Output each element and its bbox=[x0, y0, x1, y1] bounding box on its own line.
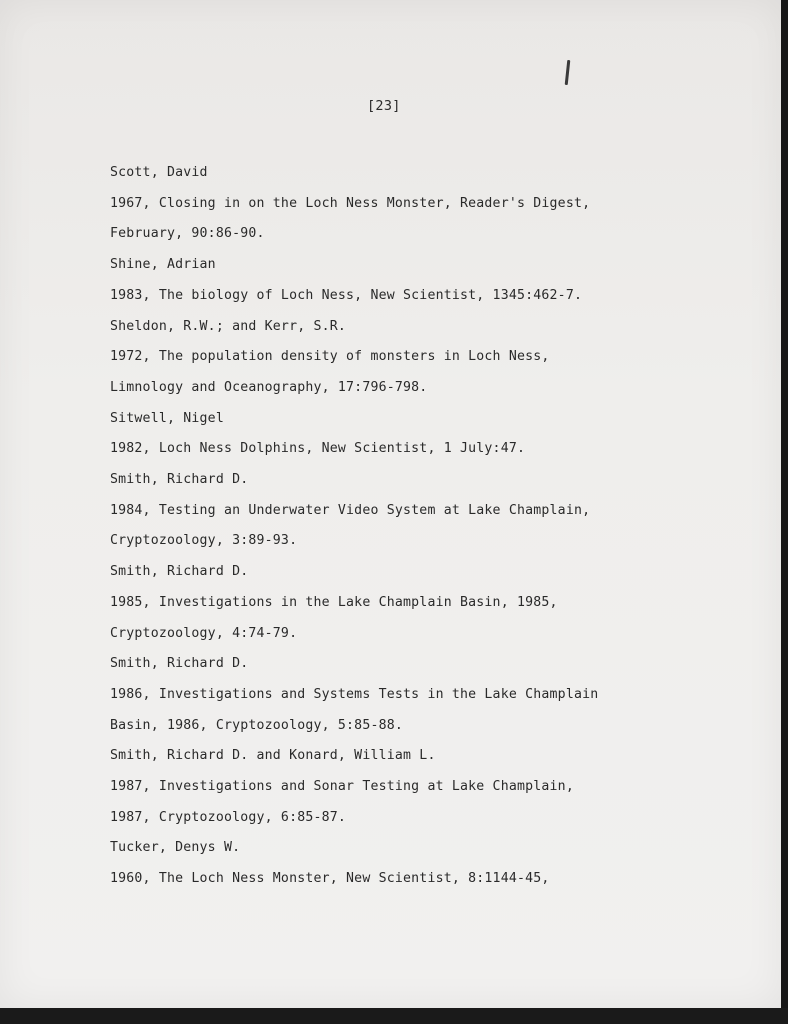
citation-line: Limnology and Oceanography, 17:796-798. bbox=[110, 379, 428, 395]
author-line: Sheldon, R.W.; and Kerr, S.R. bbox=[110, 318, 347, 334]
pen-mark bbox=[565, 60, 571, 85]
author-line: Shine, Adrian bbox=[110, 257, 216, 273]
citation-line: 1987, Investigations and Sonar Testing at Lake Champlain, bbox=[110, 779, 574, 795]
citation-line: 1967, Closing in on the Loch Ness Monster, Reader's Digest, bbox=[110, 195, 591, 211]
citation-line: Cryptozoology, 4:74-79. bbox=[110, 625, 298, 641]
bibliography-list bbox=[110, 158, 730, 895]
citation-line: 1984, Testing an Underwater Video System at Lake Champlain, bbox=[110, 502, 591, 518]
author-line: Sitwell, Nigel bbox=[110, 410, 224, 426]
author-line: Smith, Richard D. and Konard, William L. bbox=[110, 748, 436, 764]
citation-line: Basin, 1986, Cryptozoology, 5:85-88. bbox=[110, 717, 404, 733]
citation-line: Cryptozoology, 3:89-93. bbox=[110, 533, 298, 549]
scan-edge-right bbox=[781, 0, 788, 1024]
citation-line: 1960, The Loch Ness Monster, New Scientist, 8:1144-45, bbox=[110, 871, 550, 887]
citation-line: 1986, Investigations and Systems Tests in the Lake Champlain bbox=[110, 686, 599, 702]
citation-line: 1982, Loch Ness Dolphins, New Scientist, 1 July:47. bbox=[110, 441, 526, 457]
author-line: Smith, Richard D. bbox=[110, 564, 249, 580]
citation-line: 1972, The population density of monsters in Loch Ness, bbox=[110, 349, 550, 365]
author-line: Smith, Richard D. bbox=[110, 656, 249, 672]
author-line: Smith, Richard D. bbox=[110, 472, 249, 488]
page-number: [23] bbox=[367, 98, 401, 114]
citation-line: 1985, Investigations in the Lake Champlain Basin, 1985, bbox=[110, 594, 558, 610]
author-line: Tucker, Denys W. bbox=[110, 840, 241, 856]
author-line: Scott, David bbox=[110, 165, 208, 180]
scan-edge-bottom bbox=[0, 1008, 788, 1024]
citation-line: 1987, Cryptozoology, 6:85-87. bbox=[110, 809, 347, 825]
citation-line: 1983, The biology of Loch Ness, New Scientist, 1345:462-7. bbox=[110, 287, 583, 303]
citation-line: February, 90:86-90. bbox=[110, 226, 265, 242]
